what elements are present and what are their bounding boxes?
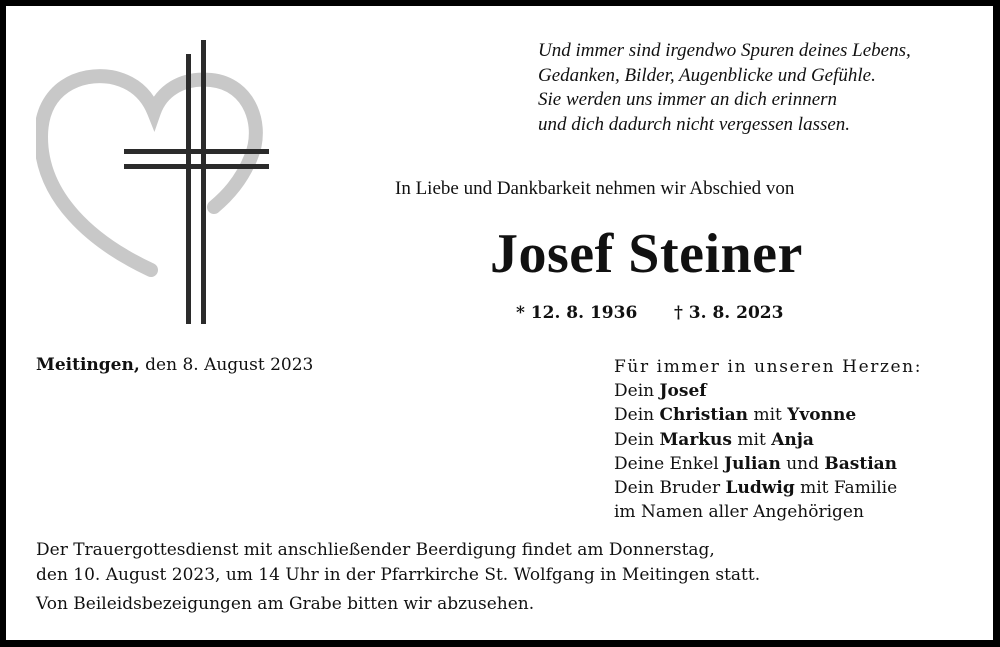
funeral-service-info — [36, 538, 976, 617]
cross-horizontal-bar-top — [124, 149, 269, 154]
service-line: den 10. August 2023, um 14 Uhr in der Pfarrkirche St. Wolfgang in Meitingen statt. — [36, 564, 761, 585]
poem-line: Und immer sind irgendwo Spuren deines Lebens, — [538, 40, 911, 61]
condolence-note: Von Beileidsbezeigungen am Grabe bitten wir abzusehen. — [36, 594, 535, 615]
family-heading: Für immer in unseren Herzen: — [614, 357, 923, 377]
birth-date: * 12. 8. 1936 — [516, 303, 638, 323]
family-line: Dein Markus mit Anja — [614, 429, 814, 450]
cross-vertical-bar-right — [201, 40, 206, 324]
poem-line: Sie werden uns immer an dich erinnern — [538, 89, 838, 111]
heart-with-cross-icon — [36, 32, 276, 332]
place-and-date — [36, 355, 313, 375]
family-closing: im Namen aller Angehörigen — [614, 502, 864, 523]
poem-line: und dich dadurch nicht vergessen lassen. — [538, 113, 851, 135]
death-date: † 3. 8. 2023 — [674, 303, 784, 323]
family-line: Dein Josef — [614, 381, 707, 402]
family-line: Deine Enkel Julian und Bastian — [614, 453, 898, 474]
family-line: Dein Christian mit Yvonne — [614, 405, 857, 426]
service-line: Der Trauergottesdienst mit anschließender Beerdigung findet am Donnerstag, — [36, 540, 715, 560]
deceased-name: Josef Steiner — [490, 223, 803, 285]
farewell-intro: In Liebe und Dankbarkeit nehmen wir Abschied von — [395, 178, 795, 199]
place-town: Meitingen, — [36, 355, 140, 375]
family-line: Dein Bruder Ludwig mit Familie — [614, 478, 898, 499]
place-date: den 8. August 2023 — [139, 355, 314, 375]
heart-outline — [41, 76, 256, 270]
memorial-poem — [538, 39, 978, 137]
family-list — [614, 355, 984, 524]
cross-horizontal-bar-bottom — [124, 164, 269, 169]
cross-vertical-bar-left — [186, 54, 191, 324]
obituary-card — [6, 6, 993, 640]
poem-line: Gedanken, Bilder, Augenblicke und Gefühle. — [538, 64, 876, 86]
